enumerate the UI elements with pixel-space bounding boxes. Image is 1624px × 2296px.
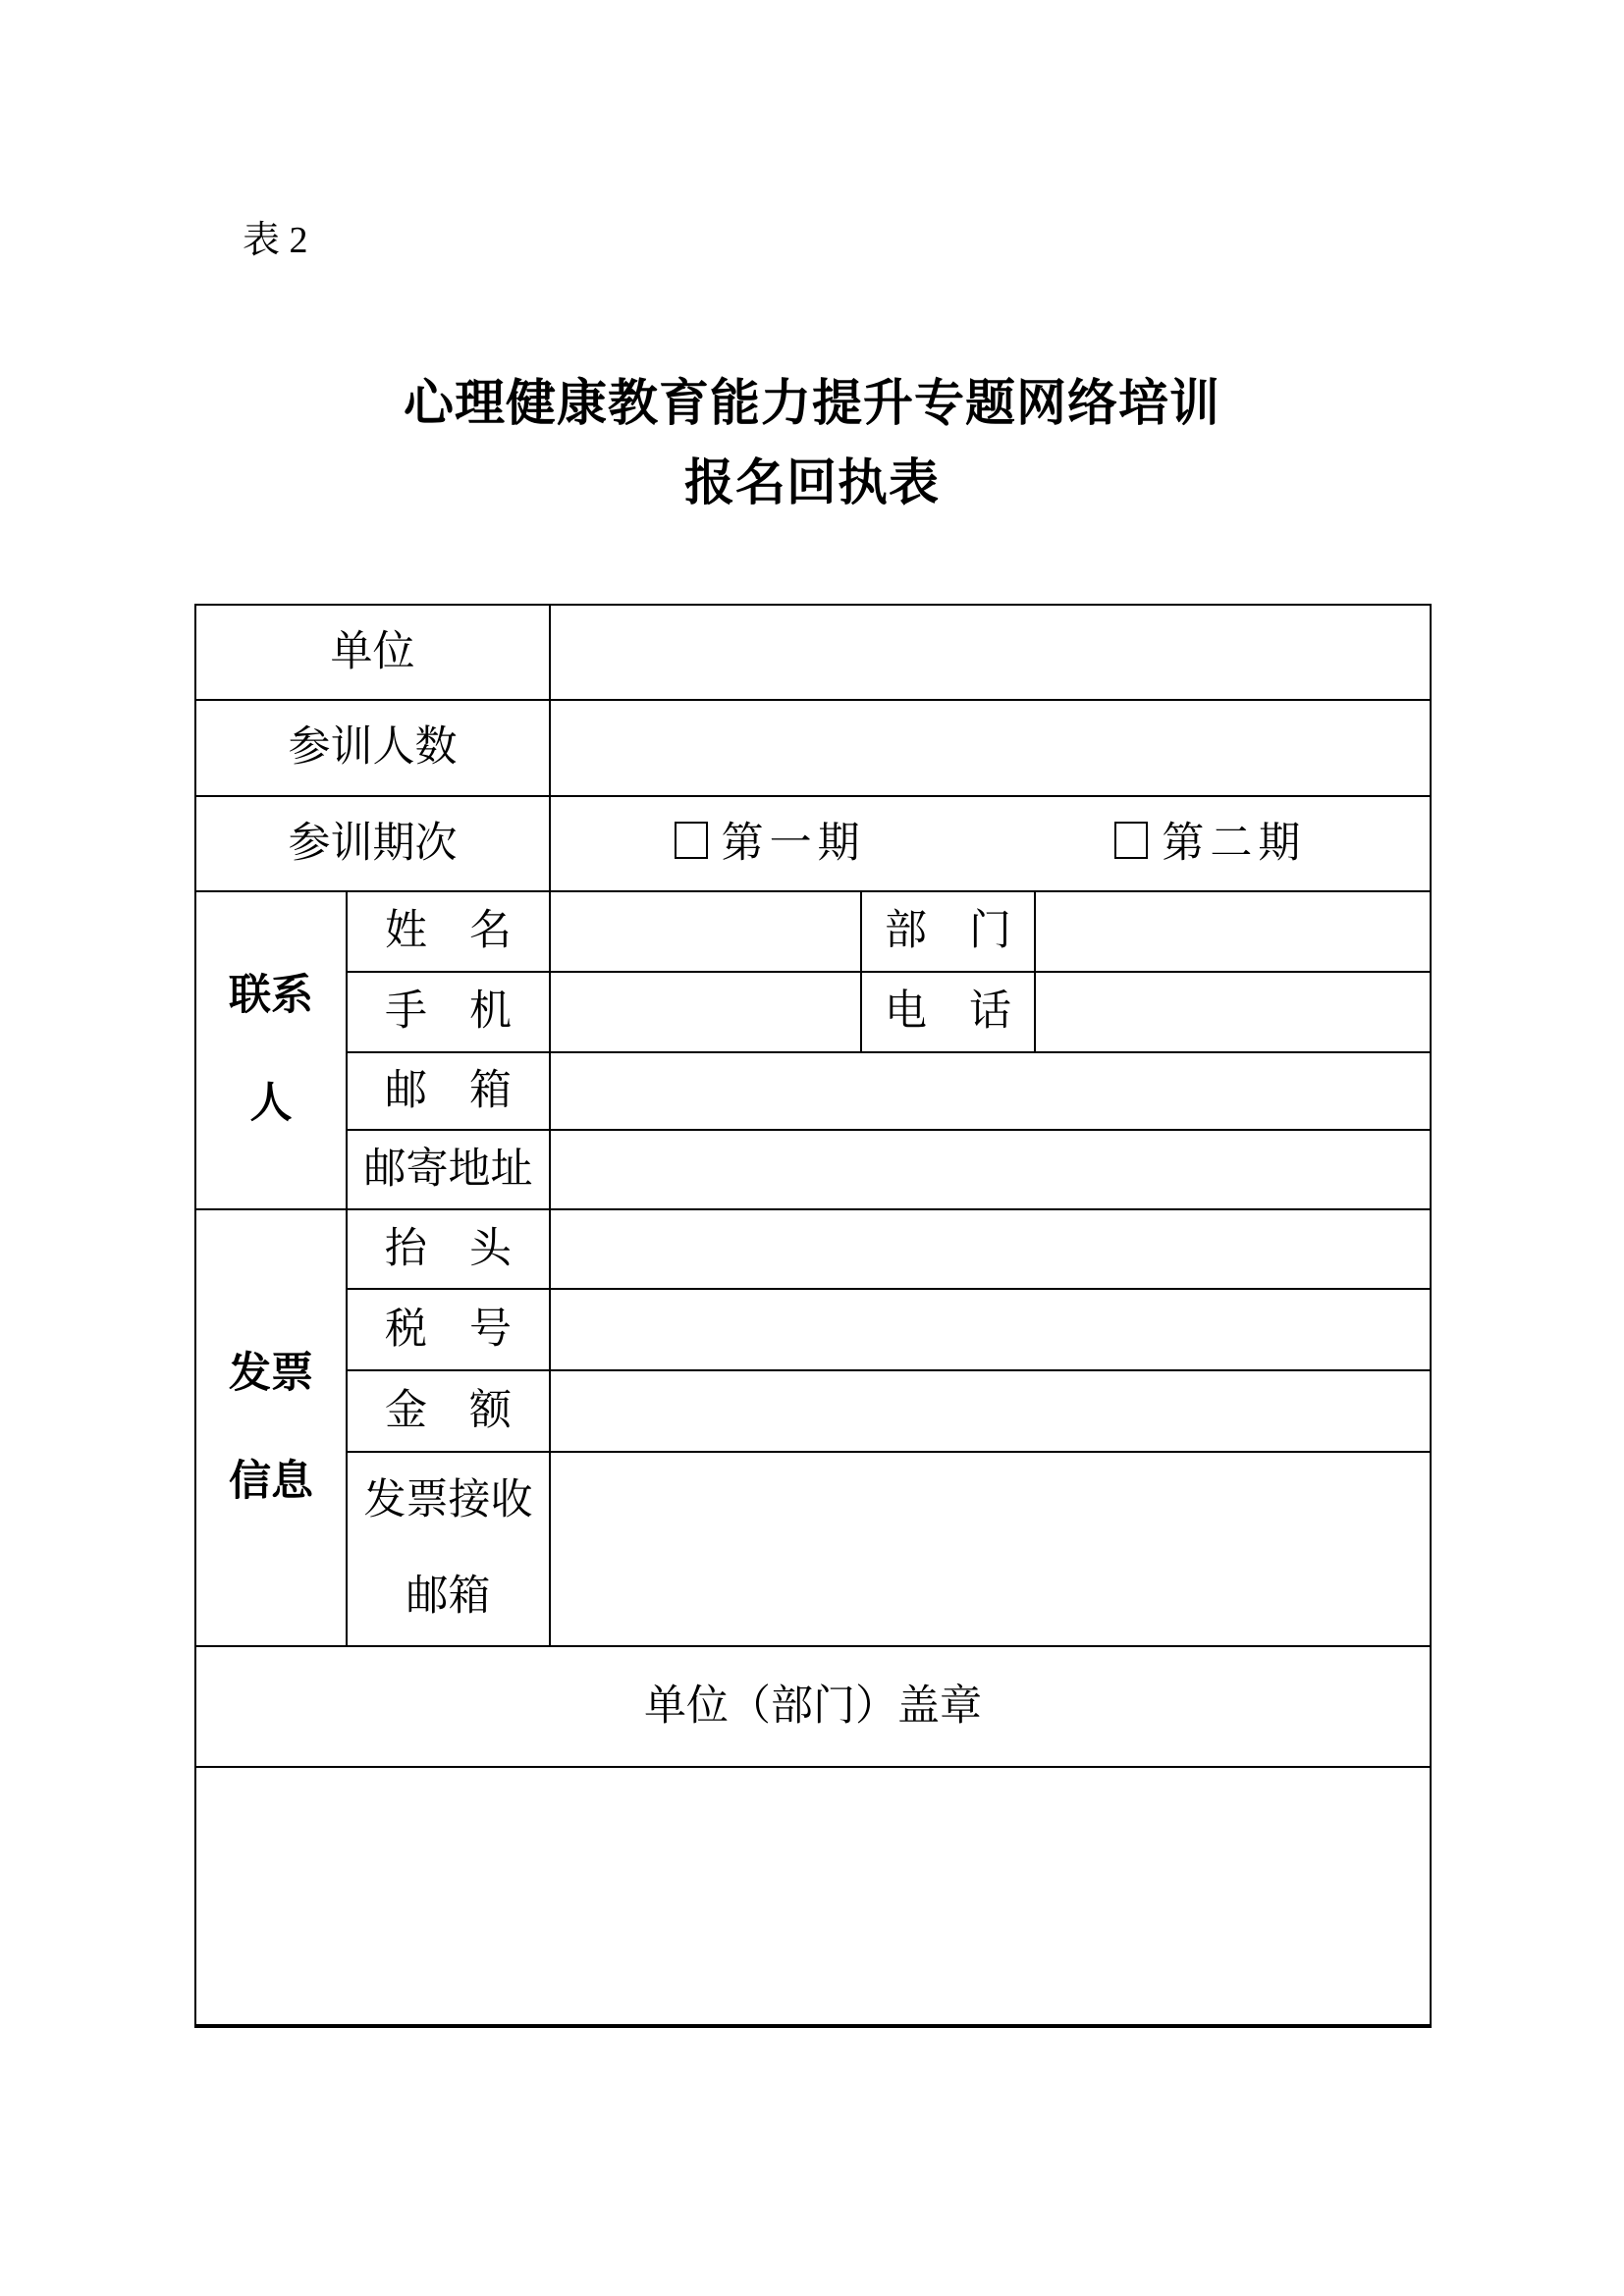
department-value-cell[interactable] [1035,891,1431,972]
seal-area-cell[interactable] [195,1767,1431,2026]
mailing-address-label: 邮寄地址 [347,1130,550,1209]
invoice-group-line2: 信息 [229,1458,313,1505]
invoice-header-value-cell[interactable] [550,1209,1431,1289]
title-line-2: 报名回执表 [683,456,940,511]
table-row [195,1370,1431,1452]
table-number-label: 表 2 [243,220,308,261]
contact-group-line2: 人 [249,1081,293,1127]
invoice-header-label: 抬 头 [347,1209,550,1289]
table-row [195,1452,1431,1646]
invoice-email-label-line1: 发票接收 [363,1477,533,1523]
phone-value-cell[interactable] [1035,972,1431,1052]
table-row [195,796,1431,891]
session-label: 参训期次 [195,796,550,891]
title-line-1: 心理健康教育能力提升专题网络培训 [403,377,1220,432]
table-row [195,1209,1431,1289]
session-option-2-label: 第二期 [1162,820,1307,867]
mailing-address-value-cell[interactable] [550,1130,1431,1209]
invoice-group-label [195,1209,347,1646]
table-row [195,972,1431,1052]
email-value-cell[interactable] [550,1052,1431,1130]
mobile-value-cell[interactable] [550,972,861,1052]
contact-group-line1: 联系 [229,973,313,1019]
session-option-2[interactable] [1114,821,1306,867]
participants-value-cell[interactable] [550,700,1431,796]
session-option-1-label: 第一期 [721,820,866,867]
seal-label-cell: 单位（部门）盖章 [195,1646,1431,1767]
participants-label: 参训人数 [195,700,550,796]
unit-label: 单位 [195,605,550,700]
invoice-group-line1: 发票 [229,1350,313,1397]
amount-label: 金 额 [347,1370,550,1452]
name-label: 姓 名 [347,891,550,972]
contact-group-label [195,891,347,1209]
document-title [0,365,1624,524]
table-row [195,1130,1431,1209]
table-row [195,1289,1431,1370]
department-label: 部 门 [861,891,1035,972]
table-row [195,1052,1431,1130]
unit-value-cell[interactable] [550,605,1431,700]
email-label: 邮 箱 [347,1052,550,1130]
checkbox-session-1-icon[interactable] [675,822,708,859]
registration-form-table [194,604,1432,2028]
table-row [195,605,1431,700]
tax-id-value-cell[interactable] [550,1289,1431,1370]
name-value-cell[interactable] [550,891,861,972]
phone-label: 电 话 [861,972,1035,1052]
table-row [195,891,1431,972]
mobile-label: 手 机 [347,972,550,1052]
invoice-email-value-cell[interactable] [550,1452,1431,1646]
checkbox-session-2-icon[interactable] [1114,822,1148,859]
table-row [195,700,1431,796]
session-option-1[interactable] [675,821,866,867]
session-options-cell [550,796,1431,891]
tax-id-label: 税 号 [347,1289,550,1370]
amount-value-cell[interactable] [550,1370,1431,1452]
invoice-email-label [347,1452,550,1646]
invoice-email-label-line2: 邮箱 [406,1574,491,1620]
table-row [195,1767,1431,2026]
table-row [195,1646,1431,1767]
